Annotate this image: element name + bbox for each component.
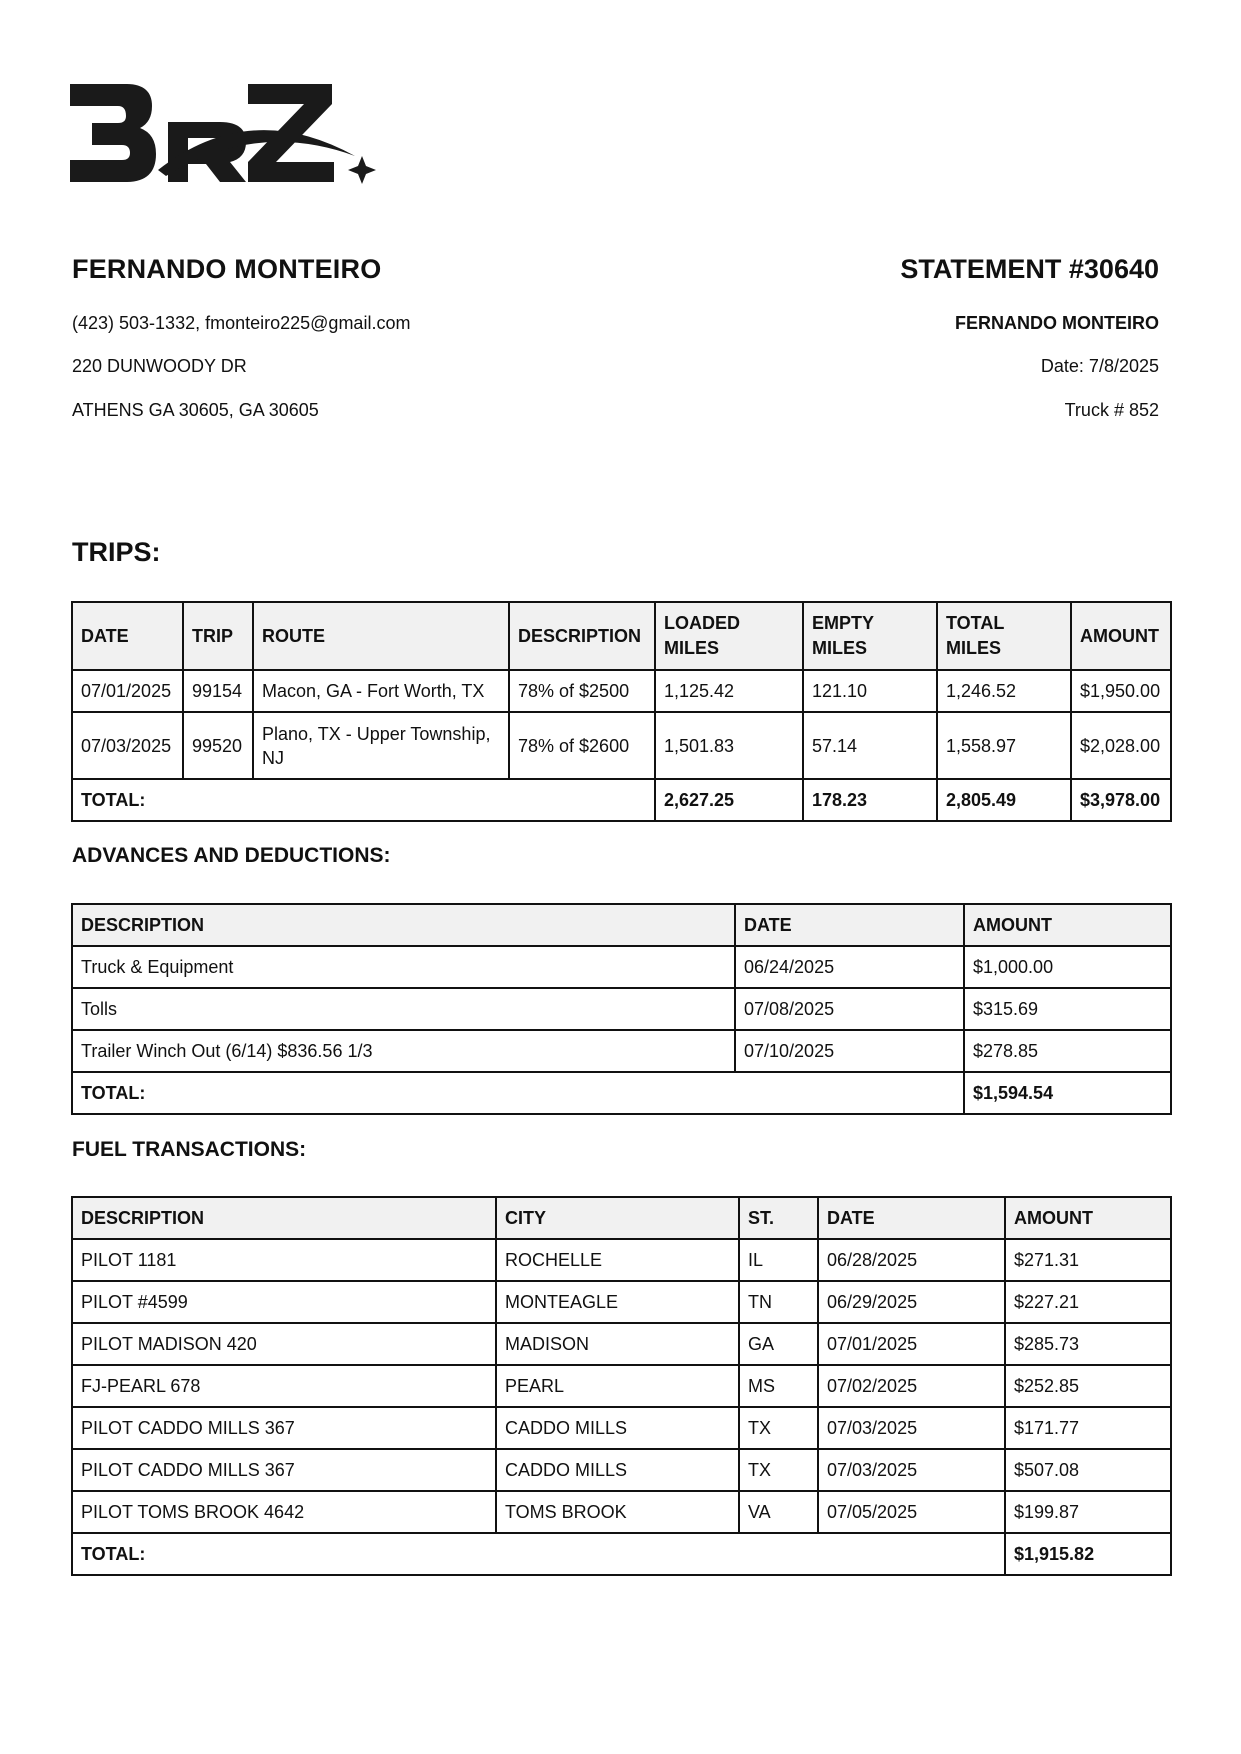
column-header-total-miles: TOTAL MILES (937, 602, 1071, 670)
column-header-amount: AMOUNT (1005, 1197, 1171, 1239)
table-cell: $252.85 (1005, 1365, 1171, 1407)
advances-heading: ADVANCES AND DEDUCTIONS: (72, 844, 391, 867)
table-cell: PILOT CADDO MILLS 367 (72, 1449, 496, 1491)
table-cell: 1,246.52 (937, 670, 1071, 712)
statement-driver-name: FERNANDO MONTEIRO (955, 313, 1159, 333)
table-cell: 1,558.97 (937, 712, 1071, 779)
table-row (72, 1323, 1171, 1365)
total-label: TOTAL: (72, 1072, 964, 1114)
table-cell: GA (739, 1323, 818, 1365)
table-cell: $278.85 (964, 1030, 1171, 1072)
advances-table (71, 903, 1172, 1115)
fuel-table (71, 1196, 1172, 1576)
table-cell: PILOT CADDO MILLS 367 (72, 1407, 496, 1449)
company-logo (70, 78, 380, 190)
table-cell: $271.31 (1005, 1239, 1171, 1281)
table-cell: 121.10 (803, 670, 937, 712)
table-cell: 78% of $2500 (509, 670, 655, 712)
table-row (72, 1281, 1171, 1323)
table-cell: 06/28/2025 (818, 1239, 1005, 1281)
total-row (72, 779, 1171, 821)
table-cell: 07/10/2025 (735, 1030, 964, 1072)
trips-heading: TRIPS: (72, 537, 161, 567)
table-cell: $285.73 (1005, 1323, 1171, 1365)
driver-name: FERNANDO MONTEIRO (72, 254, 382, 284)
table-cell: 07/02/2025 (818, 1365, 1005, 1407)
table-cell: Macon, GA - Fort Worth, TX (253, 670, 509, 712)
total-row (72, 1533, 1171, 1575)
table-cell: MS (739, 1365, 818, 1407)
table-cell: Plano, TX - Upper Township, NJ (253, 712, 509, 779)
fuel-heading: FUEL TRANSACTIONS: (72, 1138, 307, 1161)
column-header-description: DESCRIPTION (72, 904, 735, 946)
table-cell: 07/03/2025 (72, 712, 183, 779)
statement-date: Date: 7/8/2025 (1040, 356, 1159, 376)
table-cell: 1,501.83 (655, 712, 803, 779)
total-total-miles: 2,805.49 (937, 779, 1071, 821)
total-label: TOTAL: (72, 1533, 1005, 1575)
table-cell: ROCHELLE (496, 1239, 739, 1281)
table-row (72, 670, 1171, 712)
table-cell: TN (739, 1281, 818, 1323)
table-cell: 07/08/2025 (735, 988, 964, 1030)
truck-number: Truck # 852 (1064, 400, 1159, 420)
table-cell: CADDO MILLS (496, 1407, 739, 1449)
column-header-trip: TRIP (183, 602, 253, 670)
column-header-date: DATE (72, 602, 183, 670)
column-header-amount: AMOUNT (1071, 602, 1171, 670)
table-cell: 06/24/2025 (735, 946, 964, 988)
driver-address-line-2: ATHENS GA 30605, GA 30605 (72, 400, 319, 420)
column-header-route: ROUTE (253, 602, 509, 670)
column-header-amount: AMOUNT (964, 904, 1171, 946)
table-cell: 07/01/2025 (72, 670, 183, 712)
column-header-date: DATE (735, 904, 964, 946)
table-cell: $171.77 (1005, 1407, 1171, 1449)
total-amount: $1,594.54 (964, 1072, 1171, 1114)
table-row (72, 1239, 1171, 1281)
table-cell: $507.08 (1005, 1449, 1171, 1491)
table-cell: MADISON (496, 1323, 739, 1365)
table-cell: 07/03/2025 (818, 1407, 1005, 1449)
table-cell: PILOT MADISON 420 (72, 1323, 496, 1365)
table-cell: TOMS BROOK (496, 1491, 739, 1533)
table-cell: 78% of $2600 (509, 712, 655, 779)
column-header-description: DESCRIPTION (72, 1197, 496, 1239)
table-cell: Tolls (72, 988, 735, 1030)
table-cell: $1,000.00 (964, 946, 1171, 988)
table-row (72, 1365, 1171, 1407)
table-row (72, 946, 1171, 988)
driver-address-line-1: 220 DUNWOODY DR (72, 356, 247, 376)
column-header-description: DESCRIPTION (509, 602, 655, 670)
table-cell: MONTEAGLE (496, 1281, 739, 1323)
table-cell: PEARL (496, 1365, 739, 1407)
table-cell: TX (739, 1407, 818, 1449)
table-cell: VA (739, 1491, 818, 1533)
table-row (72, 1407, 1171, 1449)
column-header-loaded-miles: LOADED MILES (655, 602, 803, 670)
table-cell: PILOT TOMS BROOK 4642 (72, 1491, 496, 1533)
table-cell: 06/29/2025 (818, 1281, 1005, 1323)
table-row (72, 712, 1171, 779)
brz-logo-graphic (70, 78, 380, 190)
table-row (72, 1030, 1171, 1072)
table-cell: IL (739, 1239, 818, 1281)
table-cell: 57.14 (803, 712, 937, 779)
statement-title: STATEMENT #30640 (900, 254, 1159, 284)
table-cell: TX (739, 1449, 818, 1491)
total-empty-miles: 178.23 (803, 779, 937, 821)
table-cell: CADDO MILLS (496, 1449, 739, 1491)
table-cell: 07/01/2025 (818, 1323, 1005, 1365)
table-cell: $1,950.00 (1071, 670, 1171, 712)
total-row (72, 1072, 1171, 1114)
table-cell: PILOT #4599 (72, 1281, 496, 1323)
column-header-date: DATE (818, 1197, 1005, 1239)
column-header-state: ST. (739, 1197, 818, 1239)
table-cell: Truck & Equipment (72, 946, 735, 988)
table-row (72, 988, 1171, 1030)
table-header-row (72, 602, 1171, 670)
table-cell: 07/03/2025 (818, 1449, 1005, 1491)
column-header-empty-miles: EMPTY MILES (803, 602, 937, 670)
table-cell: PILOT 1181 (72, 1239, 496, 1281)
table-header-row (72, 1197, 1171, 1239)
table-cell: $315.69 (964, 988, 1171, 1030)
table-cell: Trailer Winch Out (6/14) $836.56 1/3 (72, 1030, 735, 1072)
table-cell: 99520 (183, 712, 253, 779)
table-header-row (72, 904, 1171, 946)
table-row (72, 1491, 1171, 1533)
total-loaded-miles: 2,627.25 (655, 779, 803, 821)
table-cell: $2,028.00 (1071, 712, 1171, 779)
driver-contact: (423) 503-1332, fmonteiro225@gmail.com (72, 313, 411, 333)
trips-table (71, 601, 1172, 822)
total-amount: $1,915.82 (1005, 1533, 1171, 1575)
table-cell: 99154 (183, 670, 253, 712)
total-label: TOTAL: (72, 779, 655, 821)
table-cell: 1,125.42 (655, 670, 803, 712)
table-cell: FJ-PEARL 678 (72, 1365, 496, 1407)
total-amount: $3,978.00 (1071, 779, 1171, 821)
table-cell: $199.87 (1005, 1491, 1171, 1533)
table-cell: $227.21 (1005, 1281, 1171, 1323)
table-row (72, 1449, 1171, 1491)
column-header-city: CITY (496, 1197, 739, 1239)
table-cell: 07/05/2025 (818, 1491, 1005, 1533)
